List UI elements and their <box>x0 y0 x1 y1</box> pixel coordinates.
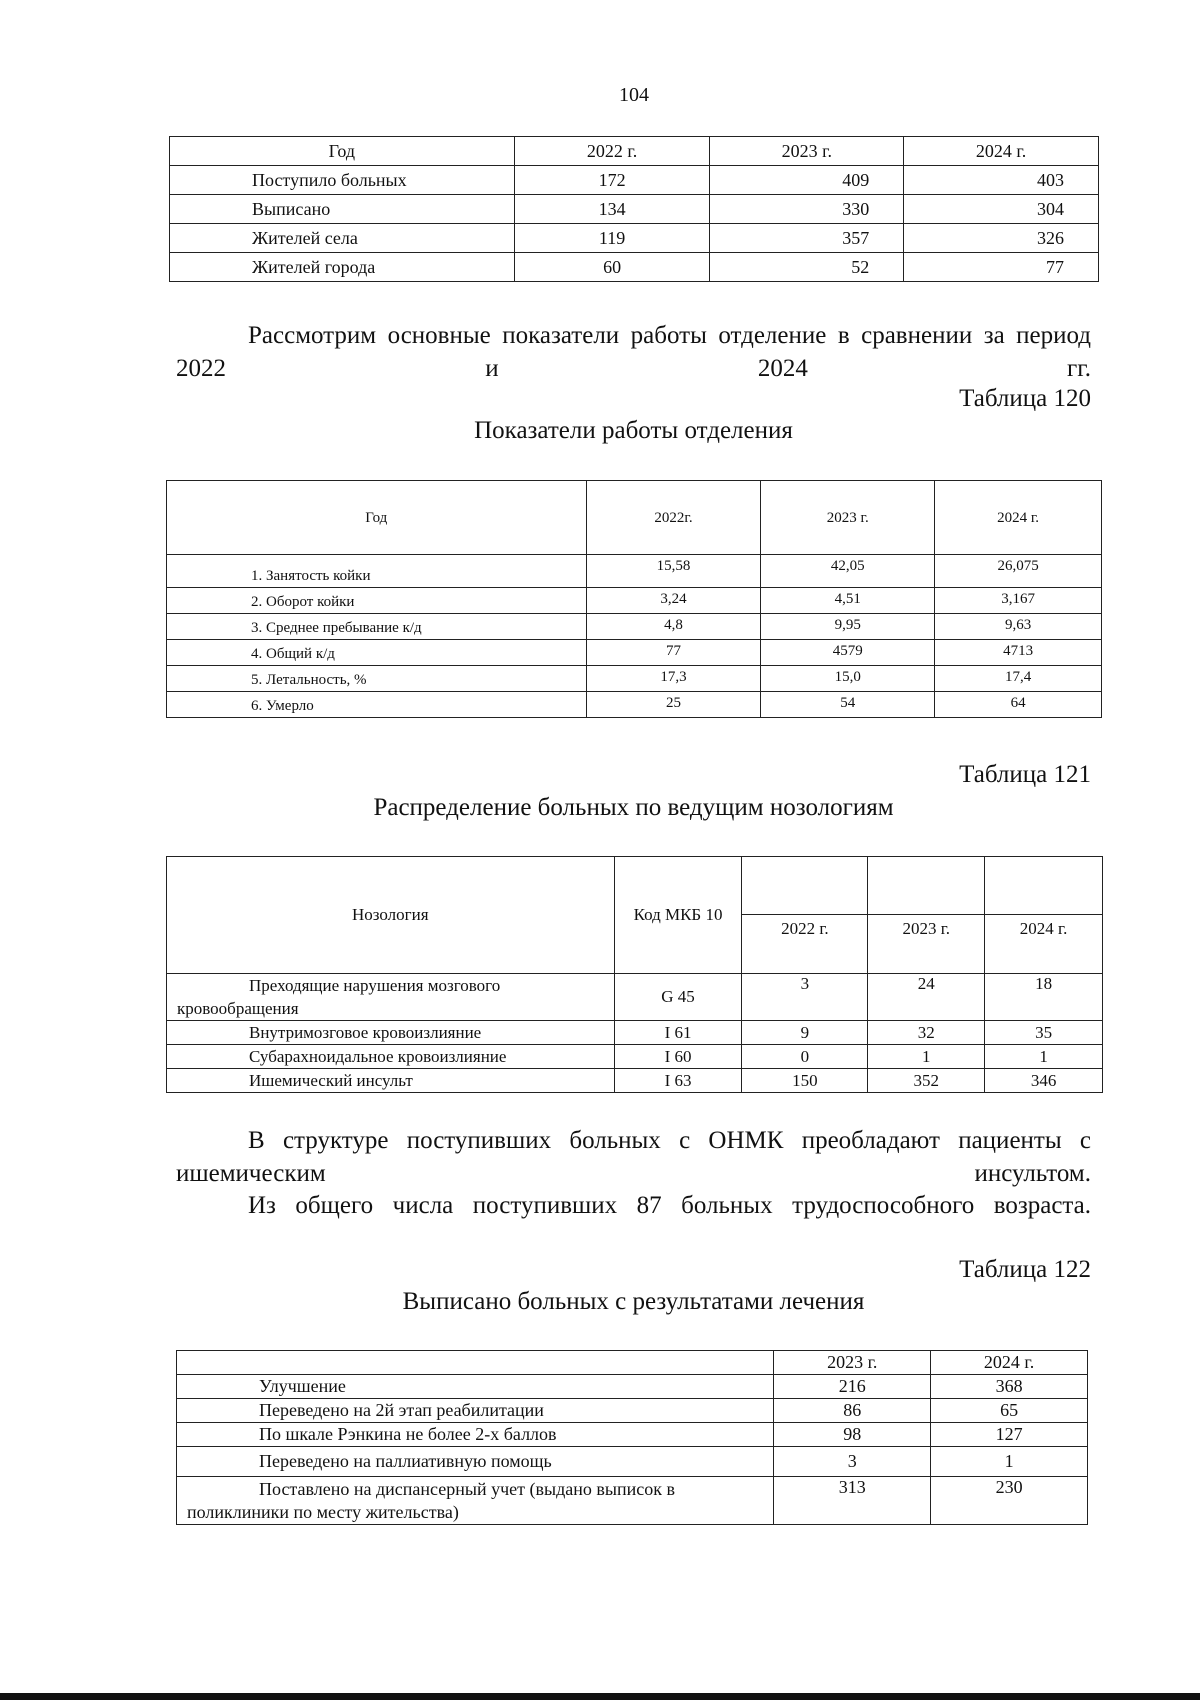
row-label: Выписано <box>170 195 515 224</box>
table-cell: 150 <box>742 1069 868 1093</box>
table-cell: 326 <box>904 224 1099 253</box>
treatment-results-table <box>176 1350 1088 1525</box>
table-cell: 1 <box>931 1447 1088 1477</box>
table-cell: I 60 <box>614 1045 742 1069</box>
page-number: 104 <box>619 84 649 106</box>
table-cell: 86 <box>774 1399 931 1423</box>
table-cell: 127 <box>931 1423 1088 1447</box>
table-cell: 9,63 <box>935 614 1102 640</box>
admissions-table <box>169 136 1099 282</box>
table-row <box>167 1021 1103 1045</box>
row-label: Преходящие нарушения мозгового кровообращения <box>167 974 615 1021</box>
table-cell: 77 <box>586 640 761 666</box>
table-cell: 119 <box>514 224 710 253</box>
table-cell: 3 <box>774 1447 931 1477</box>
table-cell: 15,0 <box>761 666 935 692</box>
table-121-number: Таблица 121 <box>959 761 1091 788</box>
table-cell: 330 <box>710 195 904 224</box>
table-cell: 4,8 <box>586 614 761 640</box>
header-cell: 2024 г. <box>935 481 1102 555</box>
header-cell-icd-code: Код МКБ 10 <box>614 857 742 974</box>
table-cell: 65 <box>931 1399 1088 1423</box>
table-cell: 24 <box>868 974 985 1021</box>
table-cell: 9,95 <box>761 614 935 640</box>
row-label: 5. Летальность, % <box>167 666 587 692</box>
header-cell-year: 2022 г. <box>742 915 868 974</box>
table-row <box>177 1477 1088 1525</box>
table-122-title: Выписано больных с результатами лечения <box>402 1288 865 1315</box>
table-cell: 409 <box>710 166 904 195</box>
table-cell: 403 <box>904 166 1099 195</box>
table-header-row <box>170 137 1099 166</box>
row-label: По шкале Рэнкина не более 2-х баллов <box>177 1423 774 1447</box>
table-row <box>177 1423 1088 1447</box>
header-cell-empty <box>177 1351 774 1375</box>
row-label: Переведено на 2й этап реабилитации <box>177 1399 774 1423</box>
row-label: Жителей города <box>170 253 515 282</box>
table-row <box>167 640 1102 666</box>
row-label: Субарахноидальное кровоизлияние <box>167 1045 615 1069</box>
table-cell: 17,3 <box>586 666 761 692</box>
table-cell: 3,24 <box>586 588 761 614</box>
table-header-row <box>177 1351 1088 1375</box>
table-122-number: Таблица 122 <box>959 1256 1091 1283</box>
table-row <box>167 588 1102 614</box>
table-cell: 0 <box>742 1045 868 1069</box>
header-cell: 2022 г. <box>514 137 710 166</box>
table-row <box>167 974 1103 1021</box>
table-row <box>177 1447 1088 1477</box>
header-cell: Год <box>170 137 515 166</box>
table-cell: 54 <box>761 692 935 718</box>
table-cell: 4,51 <box>761 588 935 614</box>
header-cell: 2023 г. <box>710 137 904 166</box>
table-row <box>170 195 1099 224</box>
row-label: Ишемический инсульт <box>167 1069 615 1093</box>
row-label: Поставлено на диспансерный учет (выдано выписок в поликлиники по месту жительства) <box>177 1477 774 1525</box>
scan-edge-bar <box>0 1693 1200 1700</box>
header-cell-year: 2024 г. <box>985 915 1103 974</box>
table-cell: 4579 <box>761 640 935 666</box>
table-cell: 352 <box>868 1069 985 1093</box>
header-cell-year: 2023 г. <box>868 915 985 974</box>
row-label: Улучшение <box>177 1375 774 1399</box>
row-label: 4. Общий к/д <box>167 640 587 666</box>
table-row <box>170 253 1099 282</box>
table-cell: 304 <box>904 195 1099 224</box>
header-cell: 2022г. <box>586 481 761 555</box>
table-cell: 35 <box>985 1021 1103 1045</box>
row-label: Поступило больных <box>170 166 515 195</box>
table-121-title: Распределение больных по ведущим нозологиям <box>373 794 894 821</box>
nosology-table <box>166 856 1103 1093</box>
paragraph-working-age: Из общего числа поступивших 87 больных трудоспособного возраста. <box>248 1192 1091 1219</box>
table-cell: 3,167 <box>935 588 1102 614</box>
table-120-number: Таблица 120 <box>959 385 1091 412</box>
table-cell: 17,4 <box>935 666 1102 692</box>
header-cell-empty <box>742 857 868 915</box>
table-row <box>167 614 1102 640</box>
table-120-title: Показатели работы отделения <box>474 417 793 444</box>
table-cell: 64 <box>935 692 1102 718</box>
table-cell: 52 <box>710 253 904 282</box>
table-cell: 1 <box>985 1045 1103 1069</box>
table-row <box>167 1069 1103 1093</box>
table-cell: 313 <box>774 1477 931 1525</box>
header-cell: 2023 г. <box>774 1351 931 1375</box>
row-label: 2. Оборот койки <box>167 588 587 614</box>
header-cell: 2023 г. <box>761 481 935 555</box>
table-row <box>177 1399 1088 1423</box>
table-cell: 25 <box>586 692 761 718</box>
table-cell: 230 <box>931 1477 1088 1525</box>
table-cell: 77 <box>904 253 1099 282</box>
header-cell-nosology: Нозология <box>167 857 615 974</box>
table-row <box>167 555 1102 588</box>
table-row <box>170 166 1099 195</box>
table-header-row <box>167 481 1102 555</box>
table-cell: 15,58 <box>586 555 761 588</box>
header-cell: 2024 г. <box>931 1351 1088 1375</box>
table-cell: 172 <box>514 166 710 195</box>
header-cell-empty <box>868 857 985 915</box>
table-cell: I 61 <box>614 1021 742 1045</box>
table-cell: 216 <box>774 1375 931 1399</box>
table-cell: 357 <box>710 224 904 253</box>
table-cell: G 45 <box>614 974 742 1021</box>
paragraph-structure: В структуре поступивших больных с ОНМК преобладают пациенты с ишемическим инсультом. <box>176 1127 1091 1187</box>
table-header-row <box>167 857 1103 915</box>
row-label: 3. Среднее пребывание к/д <box>167 614 587 640</box>
row-label: Переведено на паллиативную помощь <box>177 1447 774 1477</box>
table-cell: 4713 <box>935 640 1102 666</box>
table-row <box>167 692 1102 718</box>
table-cell: 26,075 <box>935 555 1102 588</box>
table-row <box>167 666 1102 692</box>
paragraph-comparison: Рассмотрим основные показатели работы отделение в сравнении за период 2022 и 2024 гг. <box>176 322 1091 382</box>
table-cell: 134 <box>514 195 710 224</box>
department-indicators-table <box>166 480 1102 718</box>
row-label: 1. Занятость койки <box>167 555 587 588</box>
table-row <box>170 224 1099 253</box>
table-row <box>167 1045 1103 1069</box>
table-cell: 368 <box>931 1375 1088 1399</box>
header-cell: Год <box>167 481 587 555</box>
row-label: 6. Умерло <box>167 692 587 718</box>
table-cell: 98 <box>774 1423 931 1447</box>
table-cell: 346 <box>985 1069 1103 1093</box>
table-cell: 18 <box>985 974 1103 1021</box>
header-cell: 2024 г. <box>904 137 1099 166</box>
table-cell: 42,05 <box>761 555 935 588</box>
table-row <box>177 1375 1088 1399</box>
table-cell: 1 <box>868 1045 985 1069</box>
table-cell: 3 <box>742 974 868 1021</box>
table-cell: 60 <box>514 253 710 282</box>
table-cell: I 63 <box>614 1069 742 1093</box>
table-cell: 9 <box>742 1021 868 1045</box>
table-cell: 32 <box>868 1021 985 1045</box>
header-cell-empty <box>985 857 1103 915</box>
row-label: Жителей села <box>170 224 515 253</box>
row-label: Внутримозговое кровоизлияние <box>167 1021 615 1045</box>
